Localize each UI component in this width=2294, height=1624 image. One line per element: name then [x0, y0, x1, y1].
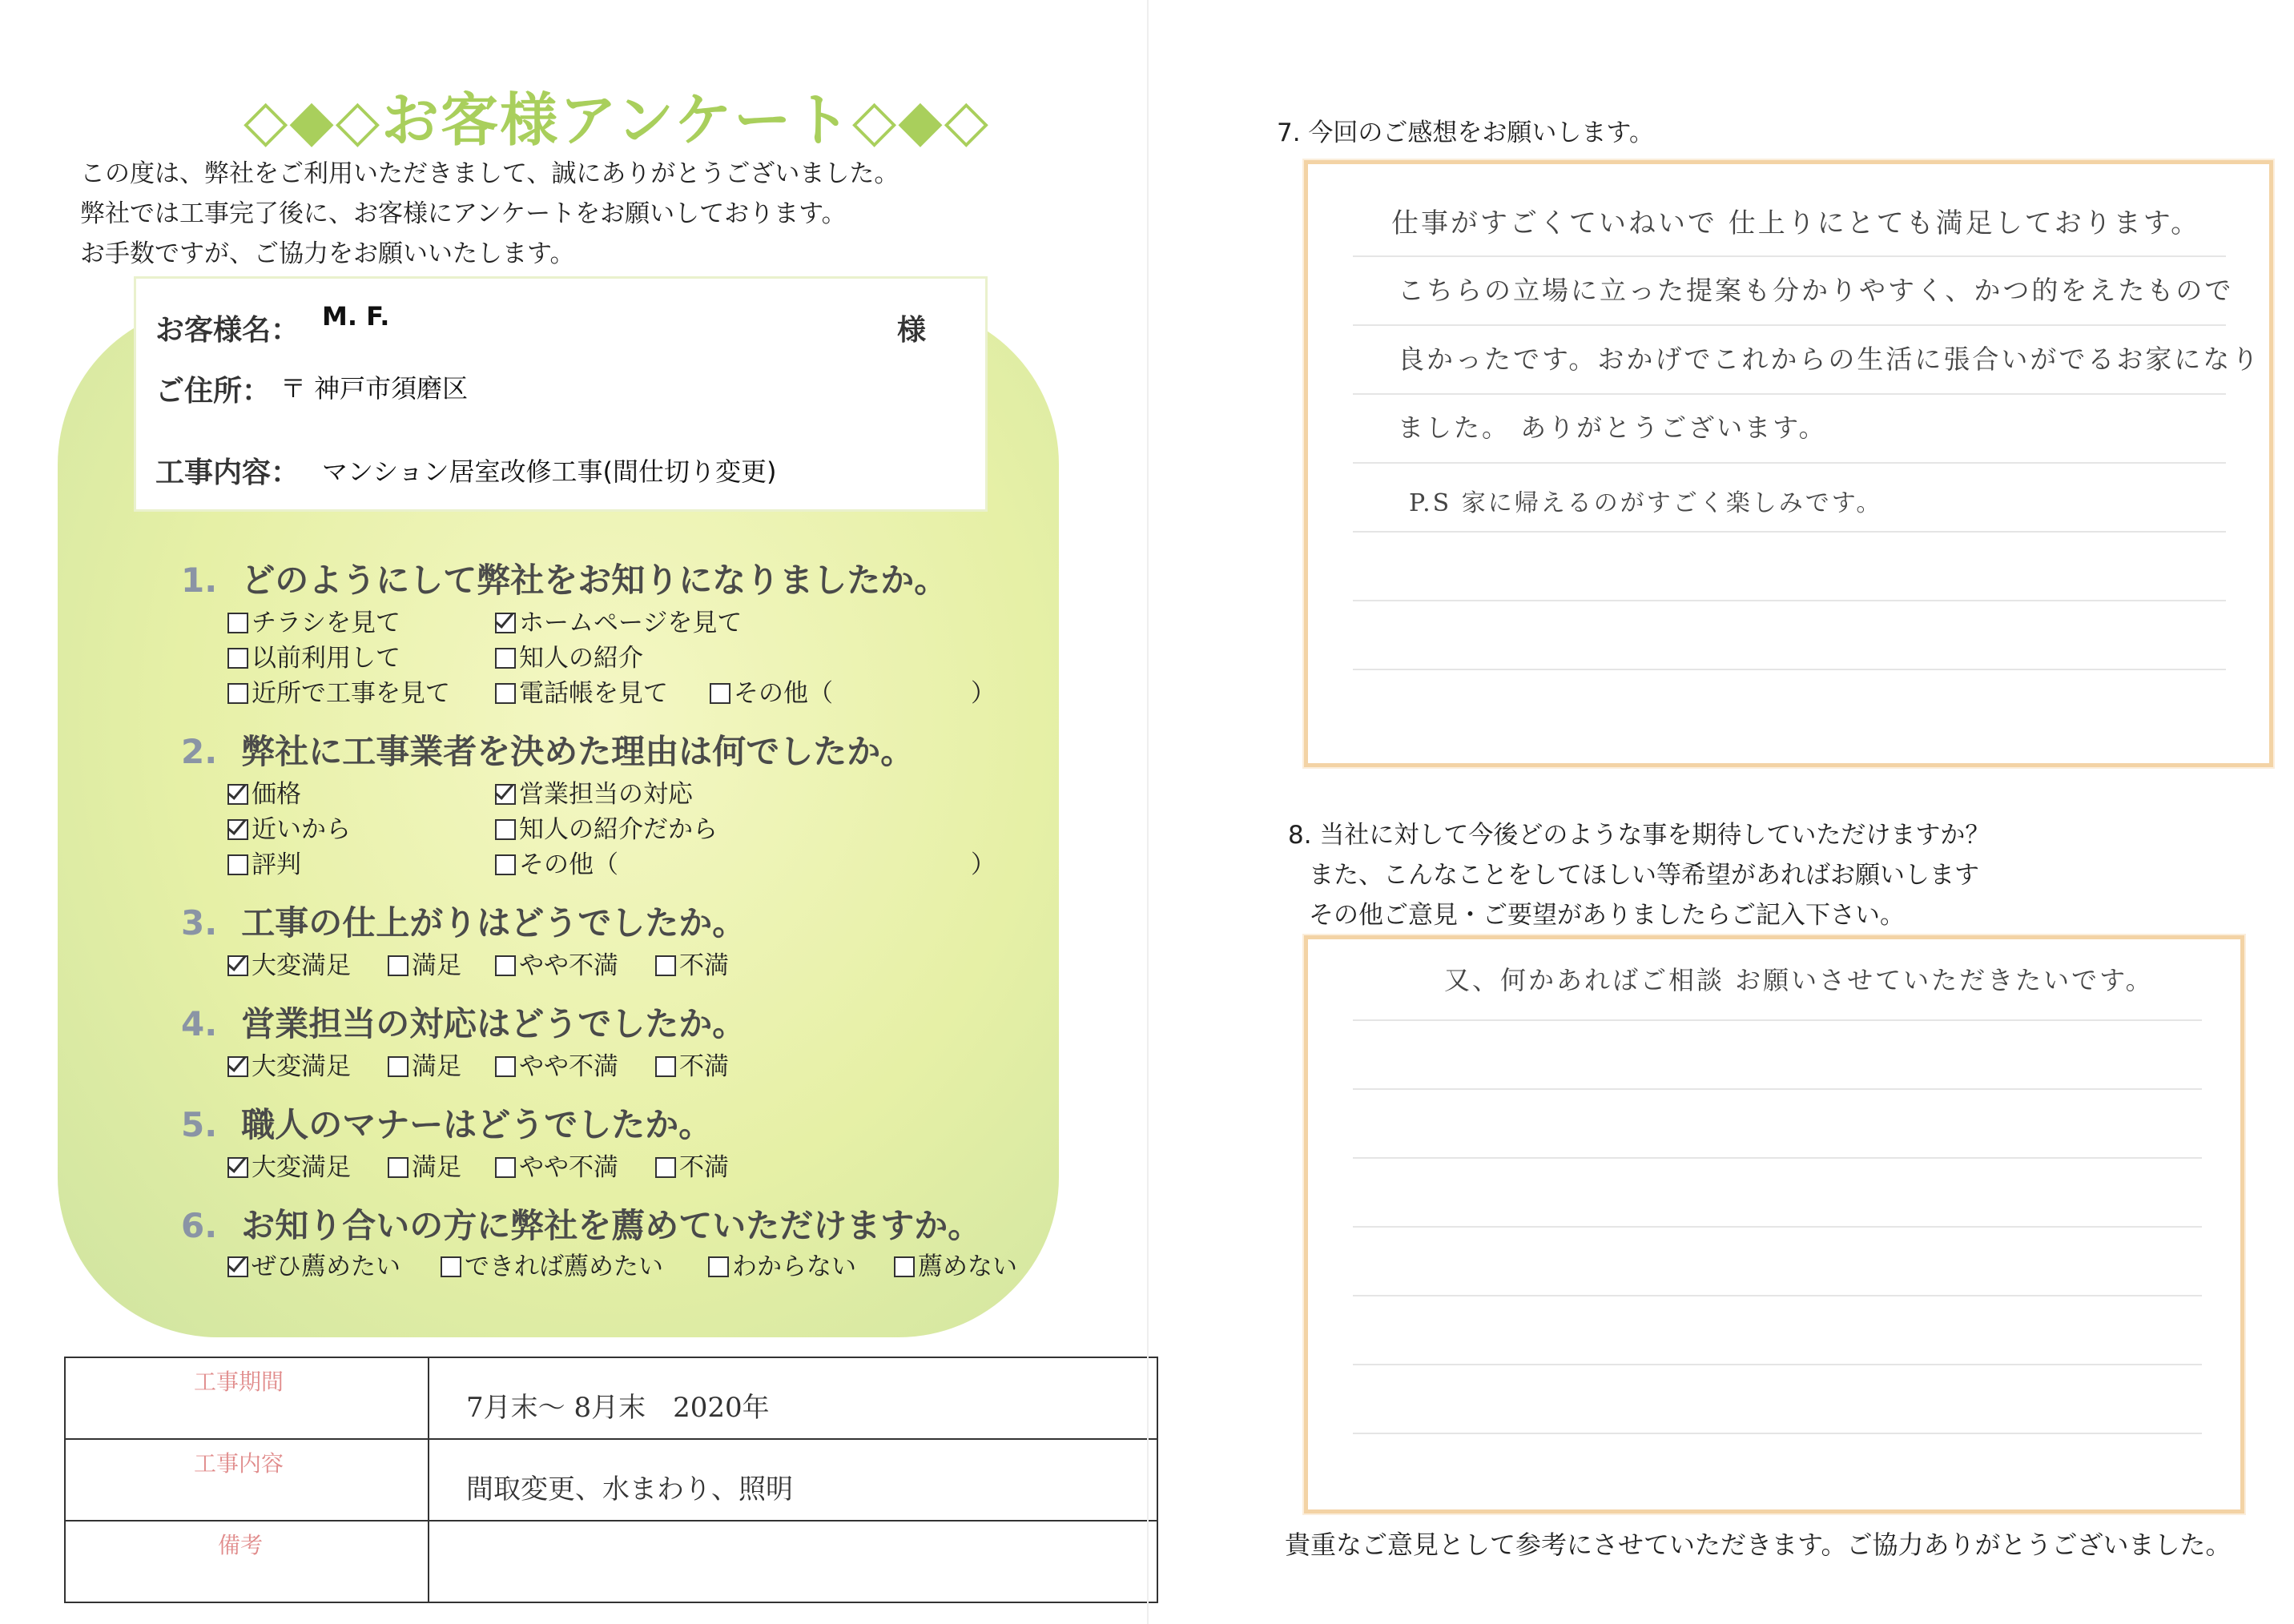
checkbox-checked[interactable]: [227, 819, 248, 840]
q6-option-no[interactable]: [894, 1246, 1017, 1282]
checkbox[interactable]: [495, 955, 516, 976]
ruled-line: [1353, 1433, 2202, 1434]
intro-line: この度は、弊社をご利用いただきまして、誠にありがとうございました。: [80, 159, 899, 188]
checkbox[interactable]: [495, 648, 516, 669]
q4-option-dissatisfied[interactable]: [655, 1046, 729, 1082]
notes-label: 備考: [218, 1532, 264, 1558]
customer-name-label: お客様名：: [155, 314, 300, 347]
question-number: 1.: [181, 561, 218, 600]
work-content-label: 工事内容：: [155, 456, 300, 489]
checkbox[interactable]: [655, 955, 676, 976]
checkbox[interactable]: [227, 854, 248, 875]
q1-option-flyer[interactable]: [227, 602, 400, 638]
checkbox-checked[interactable]: [227, 1056, 248, 1077]
checkbox[interactable]: [388, 955, 408, 976]
question-6: [181, 1200, 981, 1248]
option-label: ホームページを見て: [519, 609, 743, 637]
option-label: 不満: [679, 1052, 729, 1081]
q8-answer-panel: [1304, 935, 2244, 1513]
q5-option-dissatisfied[interactable]: [655, 1147, 729, 1183]
option-label: 大変満足: [252, 951, 351, 980]
question-text: どのようにして弊社をお知りになりましたか。: [241, 561, 948, 600]
q3-option-somewhat-dissatisfied[interactable]: [495, 945, 618, 981]
checkbox[interactable]: [894, 1256, 915, 1277]
q7-answer-panel: [1304, 160, 2273, 767]
handwritten-line: ました。 ありがとうございます。: [1398, 412, 1827, 443]
checkbox-checked[interactable]: [495, 784, 516, 805]
customer-address-label: ご住所：: [155, 375, 272, 408]
checkbox[interactable]: [388, 1056, 408, 1077]
q8-text: [1288, 815, 1990, 935]
question-number: 6.: [181, 1206, 218, 1245]
q5-option-very-satisfied[interactable]: [227, 1147, 351, 1183]
option-label: やや不満: [519, 1153, 618, 1182]
q2-option-price[interactable]: [227, 774, 301, 810]
checkbox[interactable]: [388, 1157, 408, 1178]
q1-option-phonebook[interactable]: [495, 673, 668, 709]
option-label: 大変満足: [252, 1052, 351, 1081]
question-4: [181, 998, 746, 1046]
question-text: お知り合いの方に弊社を薦めていただけますか。: [241, 1206, 982, 1245]
question-2: [181, 726, 914, 774]
option-label: 満足: [412, 951, 461, 980]
checkbox[interactable]: [227, 683, 248, 704]
checkbox[interactable]: [441, 1256, 461, 1277]
option-label: 近いから: [252, 815, 351, 844]
q3-option-very-satisfied[interactable]: [227, 945, 351, 981]
checkbox[interactable]: [227, 613, 248, 633]
question-3: [181, 897, 746, 945]
customer-honorific: 様: [897, 314, 927, 347]
question-1: [181, 554, 948, 602]
checkbox-checked[interactable]: [227, 1157, 248, 1178]
survey-intro: [80, 154, 899, 274]
checkbox-checked[interactable]: [227, 784, 248, 805]
q4-option-very-satisfied[interactable]: [227, 1046, 351, 1082]
ruled-line: [1353, 255, 2226, 257]
handwritten-line: 又、何かあればご相談 お願いさせていただきたいです。: [1444, 965, 2154, 995]
checkbox-checked[interactable]: [227, 955, 248, 976]
option-label: 満足: [412, 1052, 461, 1081]
option-label: 価格: [252, 780, 301, 809]
handwritten-line: こちらの立場に立った提案も分かりやすく、かつ的をえたもので: [1398, 275, 2234, 306]
q1-option-previous[interactable]: [227, 637, 400, 673]
q1-option-homepage[interactable]: [495, 602, 742, 638]
question-number: 3.: [181, 903, 218, 943]
customer-address-value: 〒 神戸市須磨区: [280, 373, 469, 404]
q1-option-referral[interactable]: [495, 637, 643, 673]
handwritten-line: 良かったです。おかげでこれからの生活に張合いがでるお家になり: [1398, 344, 2261, 375]
close-paren: ）: [971, 850, 996, 879]
option-label: 不満: [679, 951, 729, 980]
option-label: その他（: [519, 850, 618, 879]
ruled-line: [1353, 393, 2226, 395]
handwritten-line: 仕事がすごくていねいで 仕上りにとても満足しております。: [1391, 207, 2201, 239]
q5-option-somewhat-dissatisfied[interactable]: [495, 1147, 618, 1183]
q8-line: その他ご意見・ご要望がありましたらご記入下さい。: [1309, 901, 1905, 930]
intro-line: お手数ですが、ご協力をお願いいたします。: [80, 239, 575, 268]
option-label: 近所で工事を見て: [252, 679, 450, 708]
checkbox[interactable]: [495, 854, 516, 875]
customer-info-box: [136, 279, 985, 509]
question-number: 2.: [181, 732, 218, 771]
q6-option-definitely[interactable]: [227, 1246, 400, 1282]
checkbox[interactable]: [495, 683, 516, 704]
ruled-line: [1353, 1019, 2202, 1021]
q1-option-other[interactable]: [710, 673, 833, 709]
question-5: [181, 1099, 712, 1147]
ruled-line: [1353, 1226, 2202, 1228]
work-details-table: [64, 1357, 1158, 1603]
option-label: 不満: [679, 1153, 729, 1182]
option-label: 評判: [252, 850, 301, 879]
question-text: 職人のマナーはどうでしたか。: [241, 1105, 713, 1144]
closing-message: 貴重なご意見として参考にさせていただきます。ご協力ありがとうございました。: [1285, 1530, 2232, 1560]
q2-option-near[interactable]: [227, 809, 351, 845]
survey-title: ◇◆◇お客様アンケート◇◆◇: [243, 86, 990, 154]
checkbox-checked[interactable]: [495, 613, 516, 633]
content-value: 間取変更、水まわり、照明: [466, 1473, 793, 1505]
table-divider: [428, 1358, 429, 1602]
option-label: 薦めない: [918, 1252, 1017, 1281]
ruled-line: [1353, 531, 2226, 533]
period-label: 工事期間: [194, 1369, 284, 1395]
option-label: わからない: [732, 1252, 856, 1281]
checkbox[interactable]: [710, 683, 730, 704]
checkbox[interactable]: [655, 1157, 676, 1178]
period-value: 7月末～ 8月末 2020年: [466, 1392, 770, 1424]
q4-option-satisfied[interactable]: [388, 1046, 461, 1082]
q2-option-other[interactable]: [495, 844, 618, 880]
option-label: 営業担当の対応: [519, 780, 693, 809]
handwritten-line: P.S 家に帰えるのがすごく楽しみです。: [1409, 489, 1883, 517]
checkbox[interactable]: [227, 648, 248, 669]
close-paren: ）: [971, 679, 996, 708]
q3-option-dissatisfied[interactable]: [655, 945, 729, 981]
option-label: できれば薦めたい: [465, 1252, 663, 1281]
option-label: 電話帳を見て: [519, 679, 668, 708]
ruled-line: [1353, 324, 2226, 326]
q3-option-satisfied[interactable]: [388, 945, 461, 981]
q2-option-reputation[interactable]: [227, 844, 301, 880]
option-label: やや不満: [519, 951, 618, 980]
checkbox[interactable]: [495, 1056, 516, 1077]
ruled-line: [1353, 1088, 2202, 1090]
checkbox[interactable]: [495, 1157, 516, 1178]
q4-option-somewhat-dissatisfied[interactable]: [495, 1046, 618, 1082]
q7-text: 7. 今回のご感想をお願いします。: [1277, 119, 1654, 147]
ruled-line: [1353, 462, 2226, 464]
option-label: ぜひ薦めたい: [252, 1252, 400, 1281]
q5-option-satisfied[interactable]: [388, 1147, 461, 1183]
option-label: チラシを見て: [252, 609, 400, 637]
intro-line: 弊社では工事完了後に、お客様にアンケートをお願いしております。: [80, 199, 847, 228]
option-label: 大変満足: [252, 1153, 351, 1182]
q2-option-referral[interactable]: [495, 809, 718, 845]
q2-option-sales[interactable]: [495, 774, 693, 810]
checkbox[interactable]: [655, 1056, 676, 1077]
q1-option-nearby[interactable]: [227, 673, 450, 709]
question-text: 弊社に工事業者を決めた理由は何でしたか。: [241, 732, 915, 771]
ruled-line: [1353, 600, 2226, 601]
question-text: 工事の仕上がりはどうでしたか。: [241, 903, 747, 943]
checkbox[interactable]: [495, 819, 516, 840]
question-number: 4.: [181, 1004, 218, 1043]
page-fold: [1147, 0, 1149, 1624]
option-label: その他（: [734, 679, 833, 708]
ruled-line: [1353, 669, 2226, 670]
customer-name-value: M. F.: [322, 301, 390, 332]
option-label: 以前利用して: [252, 644, 400, 673]
option-label: 満足: [412, 1153, 461, 1182]
q6-option-if-possible[interactable]: [441, 1246, 663, 1282]
work-content-value: マンション居室改修工事(間仕切り変更): [322, 456, 777, 487]
q8-line: また、こんなことをしてほしい等希望があればお願いします: [1309, 861, 1979, 890]
option-label: 知人の紹介: [519, 644, 643, 673]
question-number: 5.: [181, 1105, 218, 1144]
q6-option-not-sure[interactable]: [708, 1246, 856, 1282]
question-text: 営業担当の対応はどうでしたか。: [241, 1004, 747, 1043]
option-label: やや不満: [519, 1052, 618, 1081]
ruled-line: [1353, 1157, 2202, 1159]
ruled-line: [1353, 1364, 2202, 1365]
checkbox[interactable]: [708, 1256, 729, 1277]
option-label: 知人の紹介だから: [519, 815, 718, 844]
ruled-line: [1353, 1295, 2202, 1296]
content-label: 工事内容: [194, 1450, 284, 1477]
checkbox-checked[interactable]: [227, 1256, 248, 1277]
q8-line: 8. 当社に対して今後どのような事を期待していただけますか？: [1288, 821, 1990, 850]
